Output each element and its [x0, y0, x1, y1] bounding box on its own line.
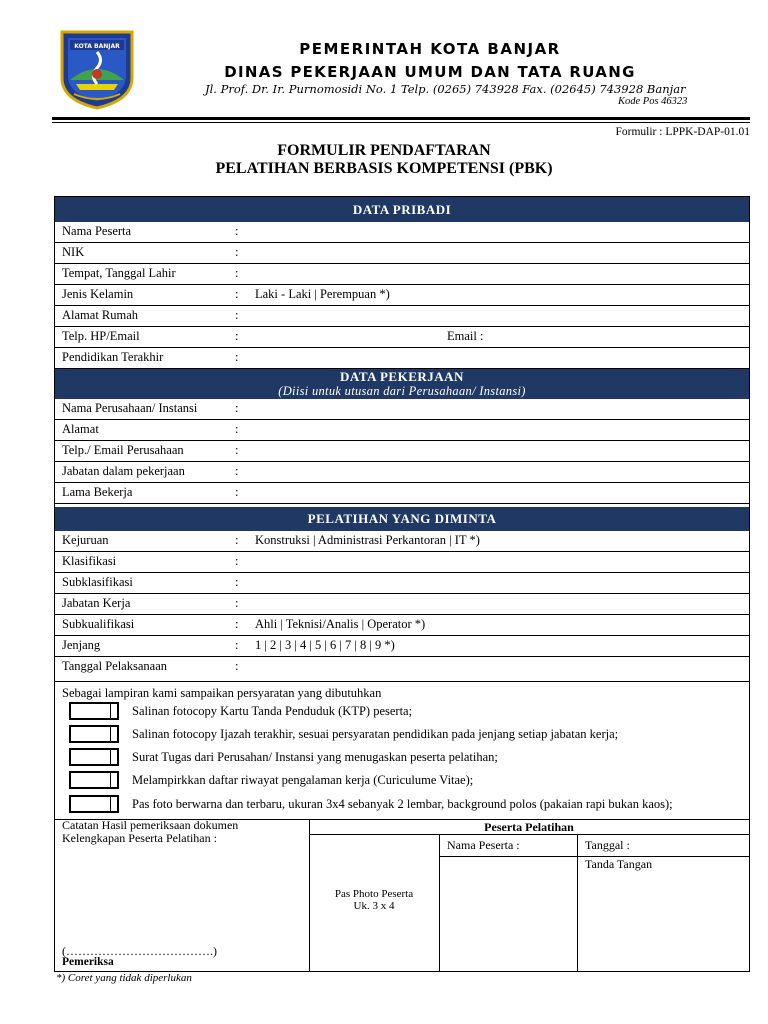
attachment-item-cv: Melampirkkan daftar riwayat pengalaman kerja (Curiculume Vitae); — [132, 773, 474, 787]
section-title: DATA PRIBADI — [352, 202, 452, 217]
field-colon: : — [235, 350, 239, 364]
verification-section — [55, 819, 749, 972]
field-colon: : — [235, 464, 239, 478]
field-row-alamat-rumah[interactable] — [55, 306, 749, 327]
field-colon: : — [235, 659, 239, 673]
field-colon: : — [235, 533, 239, 547]
field-row-pendidikan-terakhir[interactable] — [55, 348, 749, 369]
field-row-nama-perusahaan[interactable] — [55, 399, 749, 420]
attachment-checkbox-pas-foto[interactable] — [69, 795, 119, 813]
field-row-jabatan-pekerjaan[interactable] — [55, 462, 749, 483]
field-label: Subkualifikasi — [62, 617, 135, 631]
photo-placeholder[interactable] — [309, 888, 439, 912]
field-options: Laki - Laki | Perempuan *) — [255, 287, 390, 301]
org-address: Jl. Prof. Dr. Ir. Purnomosidi No. 1 Telp. (0265) 743928 Fax. (02645) 743928 Banjar — [205, 82, 686, 96]
field-row-telp-email-perusahaan[interactable] — [55, 441, 749, 462]
logo-lettering: KOTA BANJAR — [74, 43, 120, 50]
examiner-signature-line: (……………………………….) — [62, 944, 217, 958]
attachment-item-ktp: Salinan fotocopy Kartu Tanda Penduduk (KTP) peserta; — [132, 704, 413, 718]
letterhead-rule-thin — [52, 122, 750, 123]
field-row-subkualifikasi[interactable] — [55, 615, 749, 636]
divider — [577, 834, 578, 972]
field-label: Nama Perusahaan/ Instansi — [62, 401, 198, 415]
field-colon: : — [235, 401, 239, 415]
verification-note-line2: Kelengkapan Peserta Pelatihan : — [62, 831, 217, 845]
form-title-line2: PELATIHAN BERBASIS KOMPETENSI (PBK) — [215, 160, 553, 177]
section-header-pelatihan — [55, 507, 749, 531]
field-label: Jabatan dalam pekerjaan — [62, 464, 185, 478]
field-colon: : — [235, 329, 239, 343]
field-label: Alamat Rumah — [62, 308, 139, 322]
field-label: Tanggal Pelaksanaan — [62, 659, 167, 673]
field-row-tanggal-pelaksanaan[interactable] — [55, 657, 749, 682]
examiner-label: Pemeriksa — [62, 956, 114, 968]
org-postal-code: Kode Pos 46323 — [618, 96, 688, 107]
field-label: Jenjang — [62, 638, 101, 652]
field-label: Jabatan Kerja — [62, 596, 131, 610]
field-label: Lama Bekerja — [62, 485, 133, 499]
field-label: Telp. HP/Email — [62, 329, 140, 343]
field-label: Klasifikasi — [62, 554, 117, 568]
attachment-checkbox-ijazah[interactable] — [69, 725, 119, 743]
field-colon: : — [235, 554, 239, 568]
field-colon: : — [235, 617, 239, 631]
field-colon: : — [235, 224, 239, 238]
field-label: Subklasifikasi — [62, 575, 133, 589]
field-colon: : — [235, 245, 239, 259]
org-name-line2: DINAS PEKERJAAN UMUM DAN TATA RUANG — [224, 63, 636, 81]
section-subtitle: (Diisi untuk utusan dari Perusahaan/ Instansi) — [278, 384, 526, 398]
section-header-data-pekerjaan — [55, 369, 749, 399]
field-colon: : — [235, 575, 239, 589]
field-row-jabatan-kerja[interactable] — [55, 594, 749, 615]
field-colon: : — [235, 287, 239, 301]
banjar-city-logo — [56, 28, 138, 110]
participant-header: Peserta Pelatihan — [484, 820, 574, 834]
field-label: Telp./ Email Perusahaan — [62, 443, 184, 457]
participant-name-label: Nama Peserta : — [447, 838, 520, 852]
field-colon: : — [235, 596, 239, 610]
section-title: DATA PEKERJAAN — [340, 369, 464, 384]
field-colon: : — [235, 443, 239, 457]
attachment-item-pas-foto: Pas foto berwarna dan terbaru, ukuran 3x4 sebanyak 2 lembar, background polos (pakaian rapi bukan kaos); — [132, 797, 673, 811]
field-label: Kejuruan — [62, 533, 109, 547]
field-label: Nama Peserta — [62, 224, 132, 238]
field-row-alamat-perusahaan[interactable] — [55, 420, 749, 441]
registration-form-table — [54, 196, 750, 972]
form-code: Formulir : LPPK-DAP-01.01 — [615, 126, 750, 138]
field-label: Alamat — [62, 422, 99, 436]
attachment-checkbox-surat-tugas[interactable] — [69, 748, 119, 766]
field-options: 1 | 2 | 3 | 4 | 5 | 6 | 7 | 8 | 9 *) — [255, 638, 395, 652]
field-label: Pendidikan Terakhir — [62, 350, 164, 364]
field-row-nama-peserta[interactable] — [55, 222, 749, 243]
field-row-tempat-tanggal-lahir[interactable] — [55, 264, 749, 285]
field-colon: : — [235, 638, 239, 652]
field-label: NIK — [62, 245, 85, 259]
field-options: Konstruksi | Administrasi Perkantoran | IT *) — [255, 533, 480, 547]
field-row-nik[interactable] — [55, 243, 749, 264]
field-colon: : — [235, 308, 239, 322]
attachment-checkbox-ktp[interactable] — [69, 702, 119, 720]
date-label: Tanggal : — [585, 838, 630, 852]
field-row-jenjang[interactable] — [55, 636, 749, 657]
section-title: PELATIHAN YANG DIMINTA — [307, 511, 497, 526]
attachment-checkbox-cv[interactable] — [69, 771, 119, 789]
signature-label: Tanda Tangan — [585, 857, 653, 871]
letterhead-rule-thick — [52, 117, 750, 120]
attachment-item-ijazah: Salinan fotocopy Ijazah terakhir, sesuai persyaratan pendidikan pada jenjang setiap jabatan kerja; — [132, 727, 619, 741]
photo-caption-line1: Pas Photo Peserta — [334, 888, 414, 900]
photo-caption-line2: Uk. 3 x 4 — [353, 900, 395, 912]
field-row-kejuruan[interactable] — [55, 531, 749, 552]
org-name-line1: PEMERINTAH KOTA BANJAR — [299, 40, 561, 58]
field-options: Ahli | Teknisi/Analis | Operator *) — [255, 617, 426, 631]
divider — [439, 834, 440, 972]
attachments-intro: Sebagai lampiran kami sampaikan persyaratan yang dibutuhkan — [62, 686, 382, 700]
verification-note-line1: Catatan Hasil pemeriksaan dokumen — [62, 818, 239, 832]
field-label: Jenis Kelamin — [62, 287, 134, 301]
field-row-telp-email[interactable] — [55, 327, 749, 348]
footnote: *) Coret yang tidak diperlukan — [56, 972, 192, 984]
field-label: Tempat, Tanggal Lahir — [62, 266, 176, 280]
email-label: Email : — [447, 329, 484, 343]
form-title-line1: FORMULIR PENDAFTARAN — [277, 142, 491, 159]
attachment-item-surat-tugas: Surat Tugas dari Perusahan/ Instansi yang menugaskan peserta pelatihan; — [132, 750, 498, 764]
field-row-lama-bekerja[interactable] — [55, 483, 749, 504]
field-row-klasifikasi[interactable] — [55, 552, 749, 573]
field-row-jenis-kelamin[interactable] — [55, 285, 749, 306]
field-colon: : — [235, 266, 239, 280]
field-colon: : — [235, 422, 239, 436]
field-row-subklasifikasi[interactable] — [55, 573, 749, 594]
field-colon: : — [235, 485, 239, 499]
section-header-data-pribadi — [55, 197, 749, 222]
